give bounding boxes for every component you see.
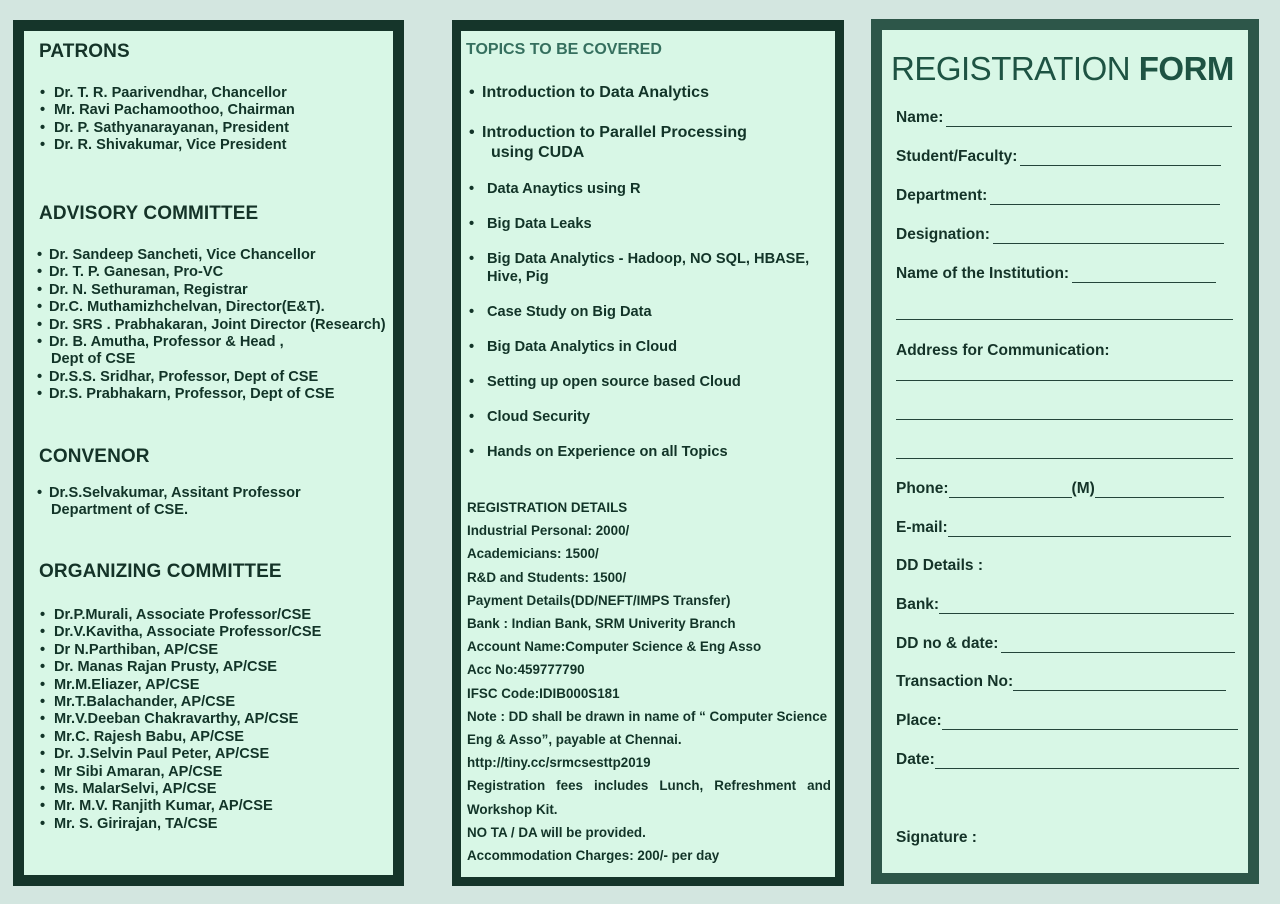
- dd-no-line[interactable]: [1001, 639, 1235, 653]
- list-item: • Dr. P. Sathyanarayanan, President: [39, 120, 295, 137]
- topic-text: Setting up open source based Cloud: [487, 374, 741, 390]
- institution-line[interactable]: [1072, 269, 1216, 283]
- bank-label: Bank:: [896, 596, 940, 613]
- list-item: • Mr.V.Deeban Chakravarthy, AP/CSE: [39, 711, 321, 728]
- address-line-2[interactable]: [896, 419, 1233, 420]
- institution-field[interactable]: [896, 265, 1216, 283]
- topic-text: Big Data Analytics in Cloud: [487, 339, 678, 355]
- department-label: Department:: [896, 187, 988, 204]
- account-name: Account Name:Computer Science & Eng Asso: [467, 639, 762, 655]
- list-item: • Dr. J.Selvin Paul Peter, AP/CSE: [39, 746, 321, 763]
- dd-details-heading: [896, 557, 983, 575]
- list-item: • Dr.S. Prabhakarn, Professor, Dept of CSE: [36, 386, 386, 403]
- fee-academicians: Academicians: 1500/: [467, 546, 599, 562]
- topic-text: Introduction to Parallel Processing: [482, 124, 747, 141]
- topic-text: Data Anaytics using R: [487, 181, 641, 197]
- dd-no-field[interactable]: [896, 635, 1235, 653]
- student-faculty-label: Student/Faculty:: [896, 148, 1018, 165]
- email-label: E-mail:: [896, 519, 948, 536]
- list-item-continuation: [36, 502, 301, 519]
- transaction-line[interactable]: [1013, 677, 1226, 691]
- dd-no-label: DD no & date:: [896, 635, 999, 652]
- transaction-field[interactable]: [896, 673, 1226, 691]
- organizing-heading: ORGANIZING COMMITTEE: [39, 561, 282, 582]
- advisory-heading: ADVISORY COMMITTEE: [39, 203, 259, 224]
- continuation-text: Department of CSE.: [51, 502, 189, 519]
- topic-text: Hive, Pig: [487, 269, 549, 285]
- phone-label: Phone:: [896, 480, 949, 497]
- list-item: • Dr.C. Muthamizhchelvan, Director(E&T).: [36, 299, 386, 316]
- list-item: • Dr. R. Shivakumar, Vice President: [39, 137, 295, 154]
- address-label: Address for Communication:: [896, 342, 1110, 359]
- student-faculty-field[interactable]: [896, 148, 1221, 166]
- bank-field[interactable]: [896, 596, 1234, 614]
- payment-details: Payment Details(DD/NEFT/IMPS Transfer): [467, 592, 731, 608]
- topic-item: [469, 250, 829, 268]
- designation-field[interactable]: [896, 226, 1224, 244]
- registration-details: [467, 496, 831, 867]
- name-label: Name:: [896, 109, 944, 126]
- list-item: • Mr. Ravi Pachamoothoo, Chairman: [39, 102, 295, 119]
- topic-item: [469, 215, 829, 233]
- designation-label: Designation:: [896, 226, 990, 243]
- topic-text: Big Data Analytics - Hadoop, NO SQL, HBASE,: [487, 251, 810, 267]
- designation-line[interactable]: [993, 230, 1224, 244]
- name-field[interactable]: [896, 109, 1232, 127]
- registration-link[interactable]: http://tiny.cc/srmcsesttp2019: [467, 755, 651, 771]
- bank-details: Bank : Indian Bank, SRM Univerity Branch: [467, 616, 736, 632]
- signature-label: Signature :: [896, 829, 977, 846]
- registration-details-title: REGISTRATION DETAILS: [467, 500, 628, 515]
- bank-line[interactable]: [939, 600, 1234, 614]
- list-item: • Dr.P.Murali, Associate Professor/CSE: [39, 607, 321, 624]
- form-title-bold: FORM: [1138, 50, 1234, 87]
- topic-text: using CUDA: [491, 144, 585, 161]
- fees-includes-continuation: Workshop Kit.: [467, 801, 558, 817]
- list-item: • Dr. T. R. Paarivendhar, Chancellor: [39, 85, 295, 102]
- dd-details-label: DD Details :: [896, 557, 983, 574]
- list-item-continuation: [36, 351, 386, 368]
- mobile-line[interactable]: [1095, 484, 1224, 498]
- topic-item: [469, 338, 829, 356]
- fee-students: R&D and Students: 1500/: [467, 569, 627, 585]
- dd-note: Note : DD shall be drawn in name of “ Computer Science: [467, 708, 828, 724]
- list-item: • Mr. S. Girirajan, TA/CSE: [39, 816, 321, 833]
- date-label: Date:: [896, 751, 935, 768]
- continuation-text: Dept of CSE: [51, 351, 136, 368]
- list-item: • Ms. MalarSelvi, AP/CSE: [39, 781, 321, 798]
- convenor-heading: CONVENOR: [39, 446, 150, 467]
- form-title-light: REGISTRATION: [891, 50, 1139, 87]
- list-item: • Mr.C. Rajesh Babu, AP/CSE: [39, 729, 321, 746]
- patrons-heading: PATRONS: [39, 41, 130, 62]
- advisory-list: [36, 247, 386, 404]
- registration-form-panel: [871, 19, 1259, 884]
- organizing-list: [39, 607, 321, 833]
- list-item: • Dr. SRS . Prabhakaran, Joint Director (Research): [36, 317, 386, 334]
- list-item: • Mr Sibi Amaran, AP/CSE: [39, 764, 321, 781]
- list-item: • Mr.T.Balachander, AP/CSE: [39, 694, 321, 711]
- topic-item-continuation: [469, 143, 829, 163]
- topic-item: [469, 443, 829, 461]
- student-faculty-line[interactable]: [1020, 152, 1221, 166]
- convenor-list: [36, 485, 301, 520]
- list-item: • Dr. B. Amutha, Professor & Head ,: [36, 334, 386, 351]
- address-line-1[interactable]: [896, 380, 1233, 381]
- email-line[interactable]: [948, 523, 1231, 537]
- mobile-label: (M): [1071, 480, 1095, 497]
- ifsc-code: IFSC Code:IDIB000S181: [467, 685, 620, 701]
- topic-item-continuation: [469, 268, 829, 286]
- list-item: • Dr.V.Kavitha, Associate Professor/CSE: [39, 624, 321, 641]
- topic-text: Big Data Leaks: [487, 216, 592, 232]
- list-item: • Dr. Sandeep Sancheti, Vice Chancellor: [36, 247, 386, 264]
- no-ta-da: NO TA / DA will be provided.: [467, 824, 646, 840]
- topic-item: [469, 83, 829, 103]
- topic-text: Cloud Security: [487, 409, 590, 425]
- institution-line-2[interactable]: [896, 319, 1233, 320]
- topic-item: [469, 180, 829, 198]
- date-field[interactable]: [896, 751, 1239, 769]
- email-field[interactable]: [896, 519, 1231, 537]
- topics-heading: TOPICS TO BE COVERED: [466, 41, 662, 58]
- list-item: • Mr. M.V. Ranjith Kumar, AP/CSE: [39, 798, 321, 815]
- name-line[interactable]: [946, 113, 1232, 127]
- list-item: • Mr.M.Eliazer, AP/CSE: [39, 677, 321, 694]
- accommodation-charges: Accommodation Charges: 200/- per day: [467, 848, 720, 864]
- place-field[interactable]: [896, 712, 1238, 730]
- account-number: Acc No:459777790: [467, 662, 585, 678]
- phone-line[interactable]: [949, 484, 1072, 498]
- address-field: [896, 342, 1110, 360]
- institution-label: Name of the Institution:: [896, 265, 1070, 282]
- fee-industrial: Industrial Personal: 2000/: [467, 523, 630, 539]
- topic-item: [469, 373, 829, 391]
- topic-text: Case Study on Big Data: [487, 304, 652, 320]
- dd-note-continuation: Eng & Asso”, payable at Chennai.: [467, 732, 682, 748]
- list-item: • Dr.S.S. Sridhar, Professor, Dept of CSE: [36, 369, 386, 386]
- phone-field[interactable]: [896, 480, 1224, 498]
- topics-list: [469, 83, 829, 461]
- list-item: • Dr. T. P. Ganesan, Pro-VC: [36, 264, 386, 281]
- topic-item: [469, 303, 829, 321]
- address-line-3[interactable]: [896, 458, 1233, 459]
- transaction-label: Transaction No:: [896, 673, 1014, 690]
- list-item: • Dr.S.Selvakumar, Assitant Professor: [36, 485, 301, 502]
- department-field[interactable]: [896, 187, 1220, 205]
- form-title: [891, 50, 1234, 88]
- topic-item: [469, 123, 829, 143]
- topic-item: [469, 408, 829, 426]
- list-item: • Dr. N. Sethuraman, Registrar: [36, 282, 386, 299]
- signature-field[interactable]: [896, 829, 977, 847]
- committee-panel: [13, 20, 404, 886]
- list-item: • Dr. Manas Rajan Prusty, AP/CSE: [39, 659, 321, 676]
- topic-text: Hands on Experience on all Topics: [487, 444, 728, 460]
- list-item: • Dr N.Parthiban, AP/CSE: [39, 642, 321, 659]
- date-line[interactable]: [935, 755, 1239, 769]
- fees-includes: Registration fees includes Lunch, Refreshment and: [467, 778, 831, 794]
- topic-text: Introduction to Data Analytics: [482, 84, 709, 101]
- patrons-list: [39, 85, 295, 155]
- topics-panel: [452, 20, 844, 886]
- place-label: Place:: [896, 712, 942, 729]
- place-line[interactable]: [942, 716, 1238, 730]
- department-line[interactable]: [990, 191, 1220, 205]
